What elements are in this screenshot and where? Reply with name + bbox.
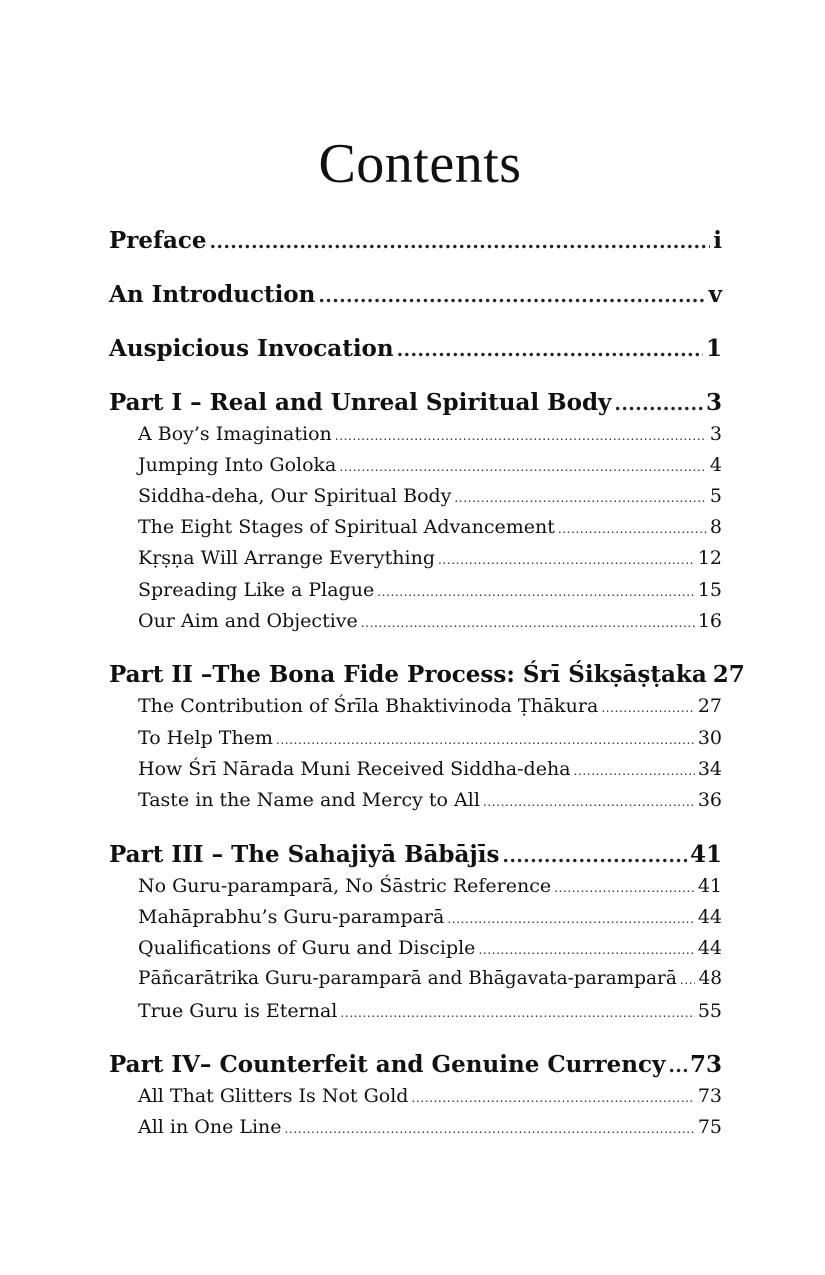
dot-leader [361, 610, 695, 636]
dot-leader [335, 423, 707, 449]
toc-chapter[interactable] [138, 693, 722, 719]
dot-leader [478, 937, 694, 963]
dot-leader [454, 485, 706, 511]
dot-leader [438, 547, 695, 573]
page-title: Contents [318, 133, 522, 195]
dot-leader [614, 389, 703, 419]
toc-chapter[interactable] [138, 998, 722, 1024]
toc-chapter-page: 16 [697, 610, 722, 632]
dot-leader [209, 227, 710, 257]
toc-entry-title: Auspicious Invocation [109, 335, 394, 362]
toc-chapter-title: Taste in the Name and Mercy to All [138, 789, 480, 811]
dot-leader [339, 454, 707, 480]
dot-leader [601, 695, 694, 721]
toc-chapter-page: 36 [697, 789, 722, 811]
dot-leader [502, 841, 687, 871]
toc-part-title: Part III – The Sahajiyā Bābājīs [109, 841, 500, 868]
toc-chapter-page: 55 [697, 1000, 722, 1022]
toc-chapter-title: True Guru is Eternal [138, 1000, 338, 1022]
toc-chapter-title: The Eight Stages of Spiritual Advancement [138, 516, 555, 538]
toc-entry-invocation[interactable] [109, 334, 722, 364]
toc-chapter-page: 75 [697, 1116, 722, 1138]
toc-chapter[interactable] [138, 725, 722, 751]
toc-chapter-title: All in One Line [138, 1116, 282, 1138]
toc-entry-preface[interactable] [109, 226, 722, 256]
toc-entry-title: An Introduction [109, 281, 316, 308]
toc-chapter[interactable] [138, 421, 722, 447]
dot-leader [340, 1000, 694, 1026]
toc-chapter[interactable] [138, 756, 722, 782]
toc-chapter-title: Jumping Into Goloka [138, 454, 337, 476]
toc-part-page: 27 [712, 661, 745, 688]
toc-chapter[interactable] [138, 966, 722, 992]
toc-chapter-page: 27 [697, 695, 722, 717]
toc-chapter[interactable] [138, 904, 722, 930]
toc-chapter-title: Our Aim and Objective [138, 610, 358, 632]
toc-chapter-title: All That Glitters Is Not Gold [138, 1085, 409, 1107]
dot-leader [558, 516, 707, 542]
toc-part-3[interactable] [109, 840, 722, 870]
toc-chapter-page: 5 [709, 485, 722, 507]
toc-part-page: 73 [689, 1051, 722, 1078]
toc-chapter-page: 44 [697, 906, 722, 928]
toc-chapter[interactable] [138, 1114, 722, 1140]
toc-chapter-title: Siddha-deha, Our Spiritual Body [138, 485, 452, 507]
toc-chapter[interactable] [138, 483, 722, 509]
dot-leader [574, 758, 695, 784]
dot-leader [318, 281, 705, 311]
toc-chapter-page: 48 [698, 968, 722, 989]
toc-chapter-title: Mahāprabhu’s Guru-paramparā [138, 906, 445, 928]
toc-chapter[interactable] [138, 452, 722, 478]
toc-entry-introduction[interactable] [109, 280, 722, 310]
toc-chapter-title: A Boy’s Imagination [138, 423, 332, 445]
toc-chapter-title: Qualifications of Guru and Disciple [138, 937, 476, 959]
toc-part-2[interactable] [109, 660, 745, 690]
dot-leader [377, 579, 695, 605]
dot-leader [397, 335, 703, 365]
toc-chapter-page: 30 [697, 727, 722, 749]
toc-chapter[interactable] [138, 608, 722, 634]
toc-chapter[interactable] [138, 787, 722, 813]
toc-chapter-page: 12 [697, 547, 722, 569]
toc-chapter-title: Kṛṣṇa Will Arrange Everything [138, 547, 436, 569]
toc-entry-page: v [708, 281, 722, 308]
dot-leader [680, 967, 696, 993]
toc-chapter-page: 3 [709, 423, 722, 445]
toc-chapter[interactable] [138, 577, 722, 603]
dot-leader [411, 1085, 694, 1111]
toc-entry-page: 1 [705, 335, 722, 362]
toc-chapter[interactable] [138, 935, 722, 961]
toc-chapter-title: No Guru-paramparā, No Śāstric Reference [138, 875, 552, 897]
dot-leader [285, 1116, 695, 1142]
toc-chapter-title: How Śrī Nārada Muni Received Siddha-deha [138, 758, 571, 780]
toc-entry-page: i [713, 227, 722, 254]
toc-chapter-page: 8 [709, 516, 722, 538]
toc-chapter-page: 44 [697, 937, 722, 959]
toc-chapter-page: 34 [697, 758, 722, 780]
toc-chapter-page: 73 [697, 1085, 722, 1107]
toc-chapter-page: 15 [697, 579, 722, 601]
toc-part-title: Part II –The Bona Fide Process: Śrī Śikṣāṣṭaka [109, 661, 707, 688]
toc-chapter-title: To Help Them [138, 727, 273, 749]
toc-chapter[interactable] [138, 545, 722, 571]
toc-part-title: Part IV– Counterfeit and Genuine Currency [109, 1051, 666, 1078]
toc-part-4[interactable] [109, 1050, 722, 1080]
toc-chapter-title: Pāñcarātrika Guru-paramparā and Bhāgavata-paramparā [138, 968, 677, 989]
toc-chapter[interactable] [138, 873, 722, 899]
toc-part-page: 3 [705, 389, 722, 416]
dot-leader [483, 789, 695, 815]
toc-chapter-title: Spreading Like a Plague [138, 579, 375, 601]
toc-chapter-page: 4 [709, 454, 722, 476]
toc-chapter[interactable] [138, 514, 722, 540]
dot-leader [447, 906, 694, 932]
toc-part-page: 41 [689, 841, 722, 868]
toc-part-title: Part I – Real and Unreal Spiritual Body [109, 389, 612, 416]
dot-leader [668, 1051, 687, 1081]
toc-chapter-title: The Contribution of Śrīla Bhaktivinoda Ṭhākura [138, 695, 599, 717]
dot-leader [276, 727, 695, 753]
toc-part-1[interactable] [109, 388, 722, 418]
toc-chapter[interactable] [138, 1083, 722, 1109]
dot-leader [554, 875, 695, 901]
toc-chapter-page: 41 [697, 875, 722, 897]
toc-entry-title: Preface [109, 227, 207, 254]
